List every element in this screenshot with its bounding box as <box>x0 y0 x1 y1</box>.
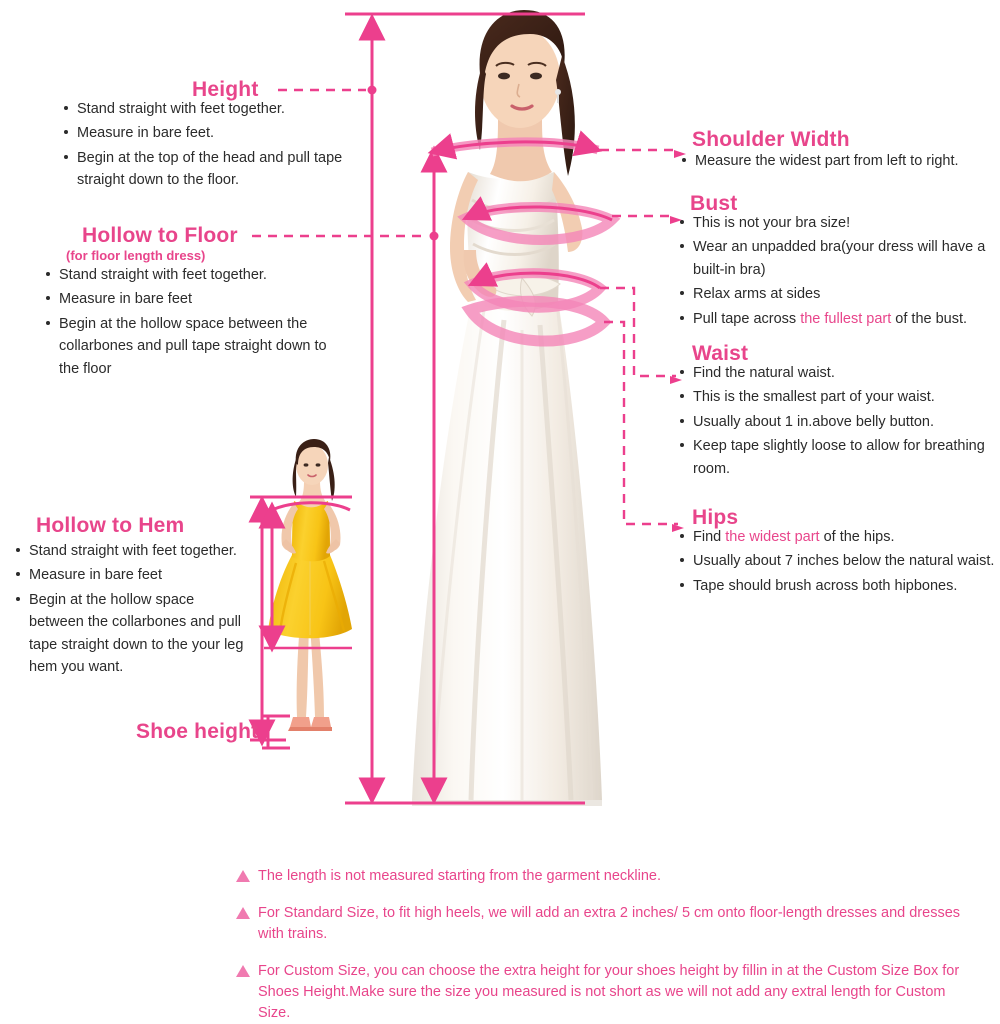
hips-bullet-3: Tape should brush across both hipbones. <box>678 575 998 597</box>
hollow-to-hem-heading: Hollow to Hem <box>36 514 185 537</box>
warning-triangle-icon <box>236 870 250 882</box>
shoulder-bullet-1: Measure the widest part from left to right. <box>680 150 1000 172</box>
bust-bullets <box>678 212 998 332</box>
bust-bullet-4 <box>678 308 998 330</box>
hollow-to-floor-heading: Hollow to Floor <box>82 224 238 247</box>
shoe-height-heading: Shoe height <box>136 720 259 743</box>
bust-bullet-3: Relax arms at sides <box>678 283 998 305</box>
height-heading: Height <box>192 78 259 101</box>
footer-note-3 <box>236 961 976 1024</box>
hth-bullet-1: Stand straight with feet together. <box>14 540 246 562</box>
bust-bullet-4-pink: the fullest part <box>800 310 892 327</box>
hips-bullet-2: Usually about 7 inches below the natural waist. <box>678 550 998 572</box>
bust-bullet-4-pre: Pull tape across <box>693 310 801 327</box>
hips-bullet-1 <box>678 526 998 548</box>
waist-bullets <box>678 362 998 482</box>
waist-bullet-1: Find the natural waist. <box>678 362 998 384</box>
bust-bullet-2: Wear an unpadded bra(your dress will have a built-in bra) <box>678 236 998 281</box>
hth-bullet-3: Begin at the hollow space between the collarbones and pull tape straight down to the your leg hem you want. <box>14 589 246 679</box>
htf-bullet-3: Begin at the hollow space between the collarbones and pull tape straight down to the floor <box>44 313 344 380</box>
hollow-to-hem-bullets <box>14 540 246 681</box>
hth-bullet-2: Measure in bare feet <box>14 564 246 586</box>
waist-heading: Waist <box>692 342 749 365</box>
footer-note-1-text: The length is not measured starting from the garment neckline. <box>258 868 661 884</box>
footer-note-2 <box>236 903 976 945</box>
footer-notes <box>236 866 976 1024</box>
htf-bullet-2: Measure in bare feet <box>44 288 344 310</box>
hips-bullet-1-pink: the widest part <box>725 529 820 545</box>
hollow-to-floor-subheading: (for floor length dress) <box>66 248 206 263</box>
bust-bullet-4-post: of the bust. <box>891 310 968 327</box>
height-bullet-2: Measure in bare feet. <box>62 122 352 144</box>
height-bullet-3: Begin at the top of the head and pull tape straight down to the floor. <box>62 147 352 192</box>
footer-note-1 <box>236 866 976 887</box>
footer-note-2-text: For Standard Size, to fit high heels, we will add an extra 2 inches/ 5 cm onto floor-length dresses and dresses with trains. <box>258 905 961 943</box>
bust-bullet-1: This is not your bra size! <box>678 212 998 234</box>
htf-bullet-1: Stand straight with feet together. <box>44 264 344 286</box>
bust-heading: Bust <box>690 192 738 215</box>
waist-bullet-3: Usually about 1 in.above belly button. <box>678 411 998 433</box>
height-bullets <box>62 98 352 194</box>
waist-bullet-4: Keep tape slightly loose to allow for breathing room. <box>678 435 998 480</box>
warning-triangle-icon <box>236 965 250 977</box>
shoulder-width-bullets <box>680 150 1000 174</box>
hips-heading: Hips <box>692 506 739 529</box>
hips-bullets <box>678 526 998 599</box>
waist-bullet-2: This is the smallest part of your waist. <box>678 386 998 408</box>
footer-note-3-text: For Custom Size, you can choose the extra height for your shoes height by fillin in at the Custom Size Box for Shoes Height.Make sure the size you measured is not short as we will not add any extral length for Custom Size. <box>258 963 960 1022</box>
hips-bullet-1-post: of the hips. <box>819 529 895 545</box>
shoulder-width-heading: Shoulder Width <box>692 128 850 151</box>
hips-bullet-1-pre: Find <box>693 529 726 545</box>
warning-triangle-icon <box>236 907 250 919</box>
height-bullet-1: Stand straight with feet together. <box>62 98 352 120</box>
hollow-to-floor-bullets <box>44 264 344 382</box>
